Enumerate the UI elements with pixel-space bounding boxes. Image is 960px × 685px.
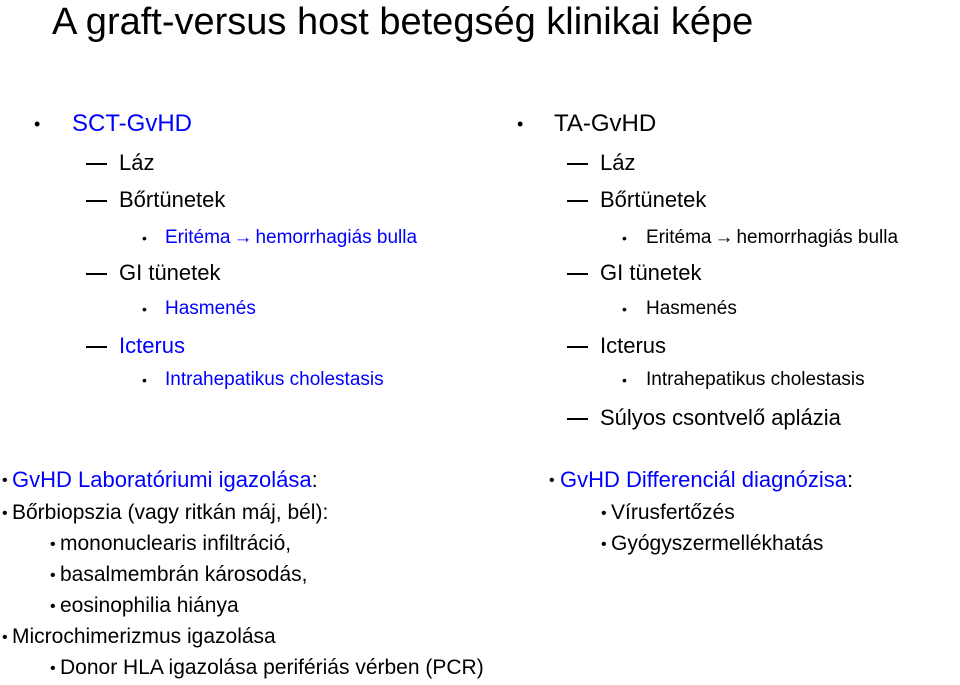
bullet-dot: • bbox=[50, 598, 56, 615]
bullet-dot: • bbox=[142, 301, 147, 317]
bullet-dot: • bbox=[622, 301, 627, 317]
bullet-dot: • bbox=[2, 472, 8, 489]
bullet-dot: • bbox=[142, 230, 147, 246]
right-item-fever: Láz bbox=[600, 150, 636, 175]
right-item-cholestasis: Intrahepatikus cholestasis bbox=[646, 369, 865, 390]
bullet-dot: • bbox=[517, 114, 524, 134]
bulla-text: hemorrhagiás bulla bbox=[255, 227, 418, 248]
dash-marker bbox=[567, 418, 588, 420]
lab-basement: basalmembrán károsodás, bbox=[60, 563, 308, 586]
diff-heading bbox=[560, 467, 853, 493]
dash-marker bbox=[567, 200, 588, 202]
lab-infiltration: mononuclearis infiltráció, bbox=[60, 532, 292, 555]
dash-marker bbox=[567, 273, 588, 275]
lab-microchimerism: Microchimerizmus igazolása bbox=[12, 625, 276, 648]
bullet-dot: • bbox=[2, 629, 8, 646]
left-item-diarrhea: Hasmenés bbox=[165, 298, 256, 319]
diff-heading-text: GvHD Differenciál diagnózisa bbox=[560, 467, 847, 492]
lab-eosinophilia: eosinophilia hiánya bbox=[60, 594, 239, 617]
arrow-right-icon: → bbox=[233, 227, 253, 248]
dash-marker bbox=[86, 273, 107, 275]
bullet-dot: • bbox=[622, 230, 627, 246]
left-item-gi: GI tünetek bbox=[119, 260, 221, 285]
erythema-text: Eritéma bbox=[646, 227, 712, 248]
dash-marker bbox=[567, 346, 588, 348]
dash-marker bbox=[567, 163, 588, 165]
bullet-dot: • bbox=[50, 660, 56, 677]
dash-marker bbox=[86, 163, 107, 165]
arrow-right-icon: → bbox=[714, 227, 734, 248]
bulla-text: hemorrhagiás bulla bbox=[736, 227, 899, 248]
right-item-gi: GI tünetek bbox=[600, 260, 702, 285]
right-item-erythema bbox=[646, 227, 898, 249]
lab-heading-text: GvHD Laboratóriumi igazolása bbox=[12, 467, 312, 492]
erythema-text: Eritéma bbox=[165, 227, 231, 248]
dash-marker bbox=[86, 200, 107, 202]
bullet-dot: • bbox=[601, 505, 607, 522]
diff-heading-colon: : bbox=[846, 467, 854, 492]
right-item-diarrhea: Hasmenés bbox=[646, 298, 737, 319]
diff-drug: Gyógyszermellékhatás bbox=[611, 532, 824, 555]
bullet-dot: • bbox=[50, 567, 56, 584]
bullet-dot: • bbox=[622, 372, 627, 388]
left-item-cholestasis: Intrahepatikus cholestasis bbox=[165, 369, 384, 390]
bullet-dot: • bbox=[34, 114, 41, 134]
lab-donor-hla: Donor HLA igazolása perifériás vérben (PCR) bbox=[60, 656, 484, 679]
right-item-aplasia: Súlyos csontvelő aplázia bbox=[600, 405, 841, 430]
left-item-fever: Láz bbox=[119, 150, 155, 175]
left-item-skin: Bőrtünetek bbox=[119, 187, 226, 212]
diff-viral: Vírusfertőzés bbox=[611, 501, 735, 524]
bullet-dot: • bbox=[142, 372, 147, 388]
bullet-dot: • bbox=[2, 505, 8, 522]
right-item-icterus: Icterus bbox=[600, 333, 667, 358]
page-title: A graft-versus host betegség klinikai képe bbox=[52, 1, 754, 43]
right-item-skin: Bőrtünetek bbox=[600, 187, 707, 212]
left-item-erythema bbox=[165, 227, 417, 249]
lab-heading-colon: : bbox=[311, 467, 318, 492]
bullet-dot: • bbox=[601, 536, 607, 553]
bullet-dot: • bbox=[50, 536, 56, 553]
left-item-icterus: Icterus bbox=[119, 333, 186, 358]
bullet-dot: • bbox=[549, 472, 555, 489]
dash-marker bbox=[86, 346, 107, 348]
lab-heading bbox=[12, 467, 318, 493]
sct-gvhd-heading: SCT-GvHD bbox=[72, 110, 192, 137]
ta-gvhd-heading: TA-GvHD bbox=[554, 110, 657, 137]
lab-biopsy: Bőrbiopszia (vagy ritkán máj, bél): bbox=[12, 501, 329, 524]
